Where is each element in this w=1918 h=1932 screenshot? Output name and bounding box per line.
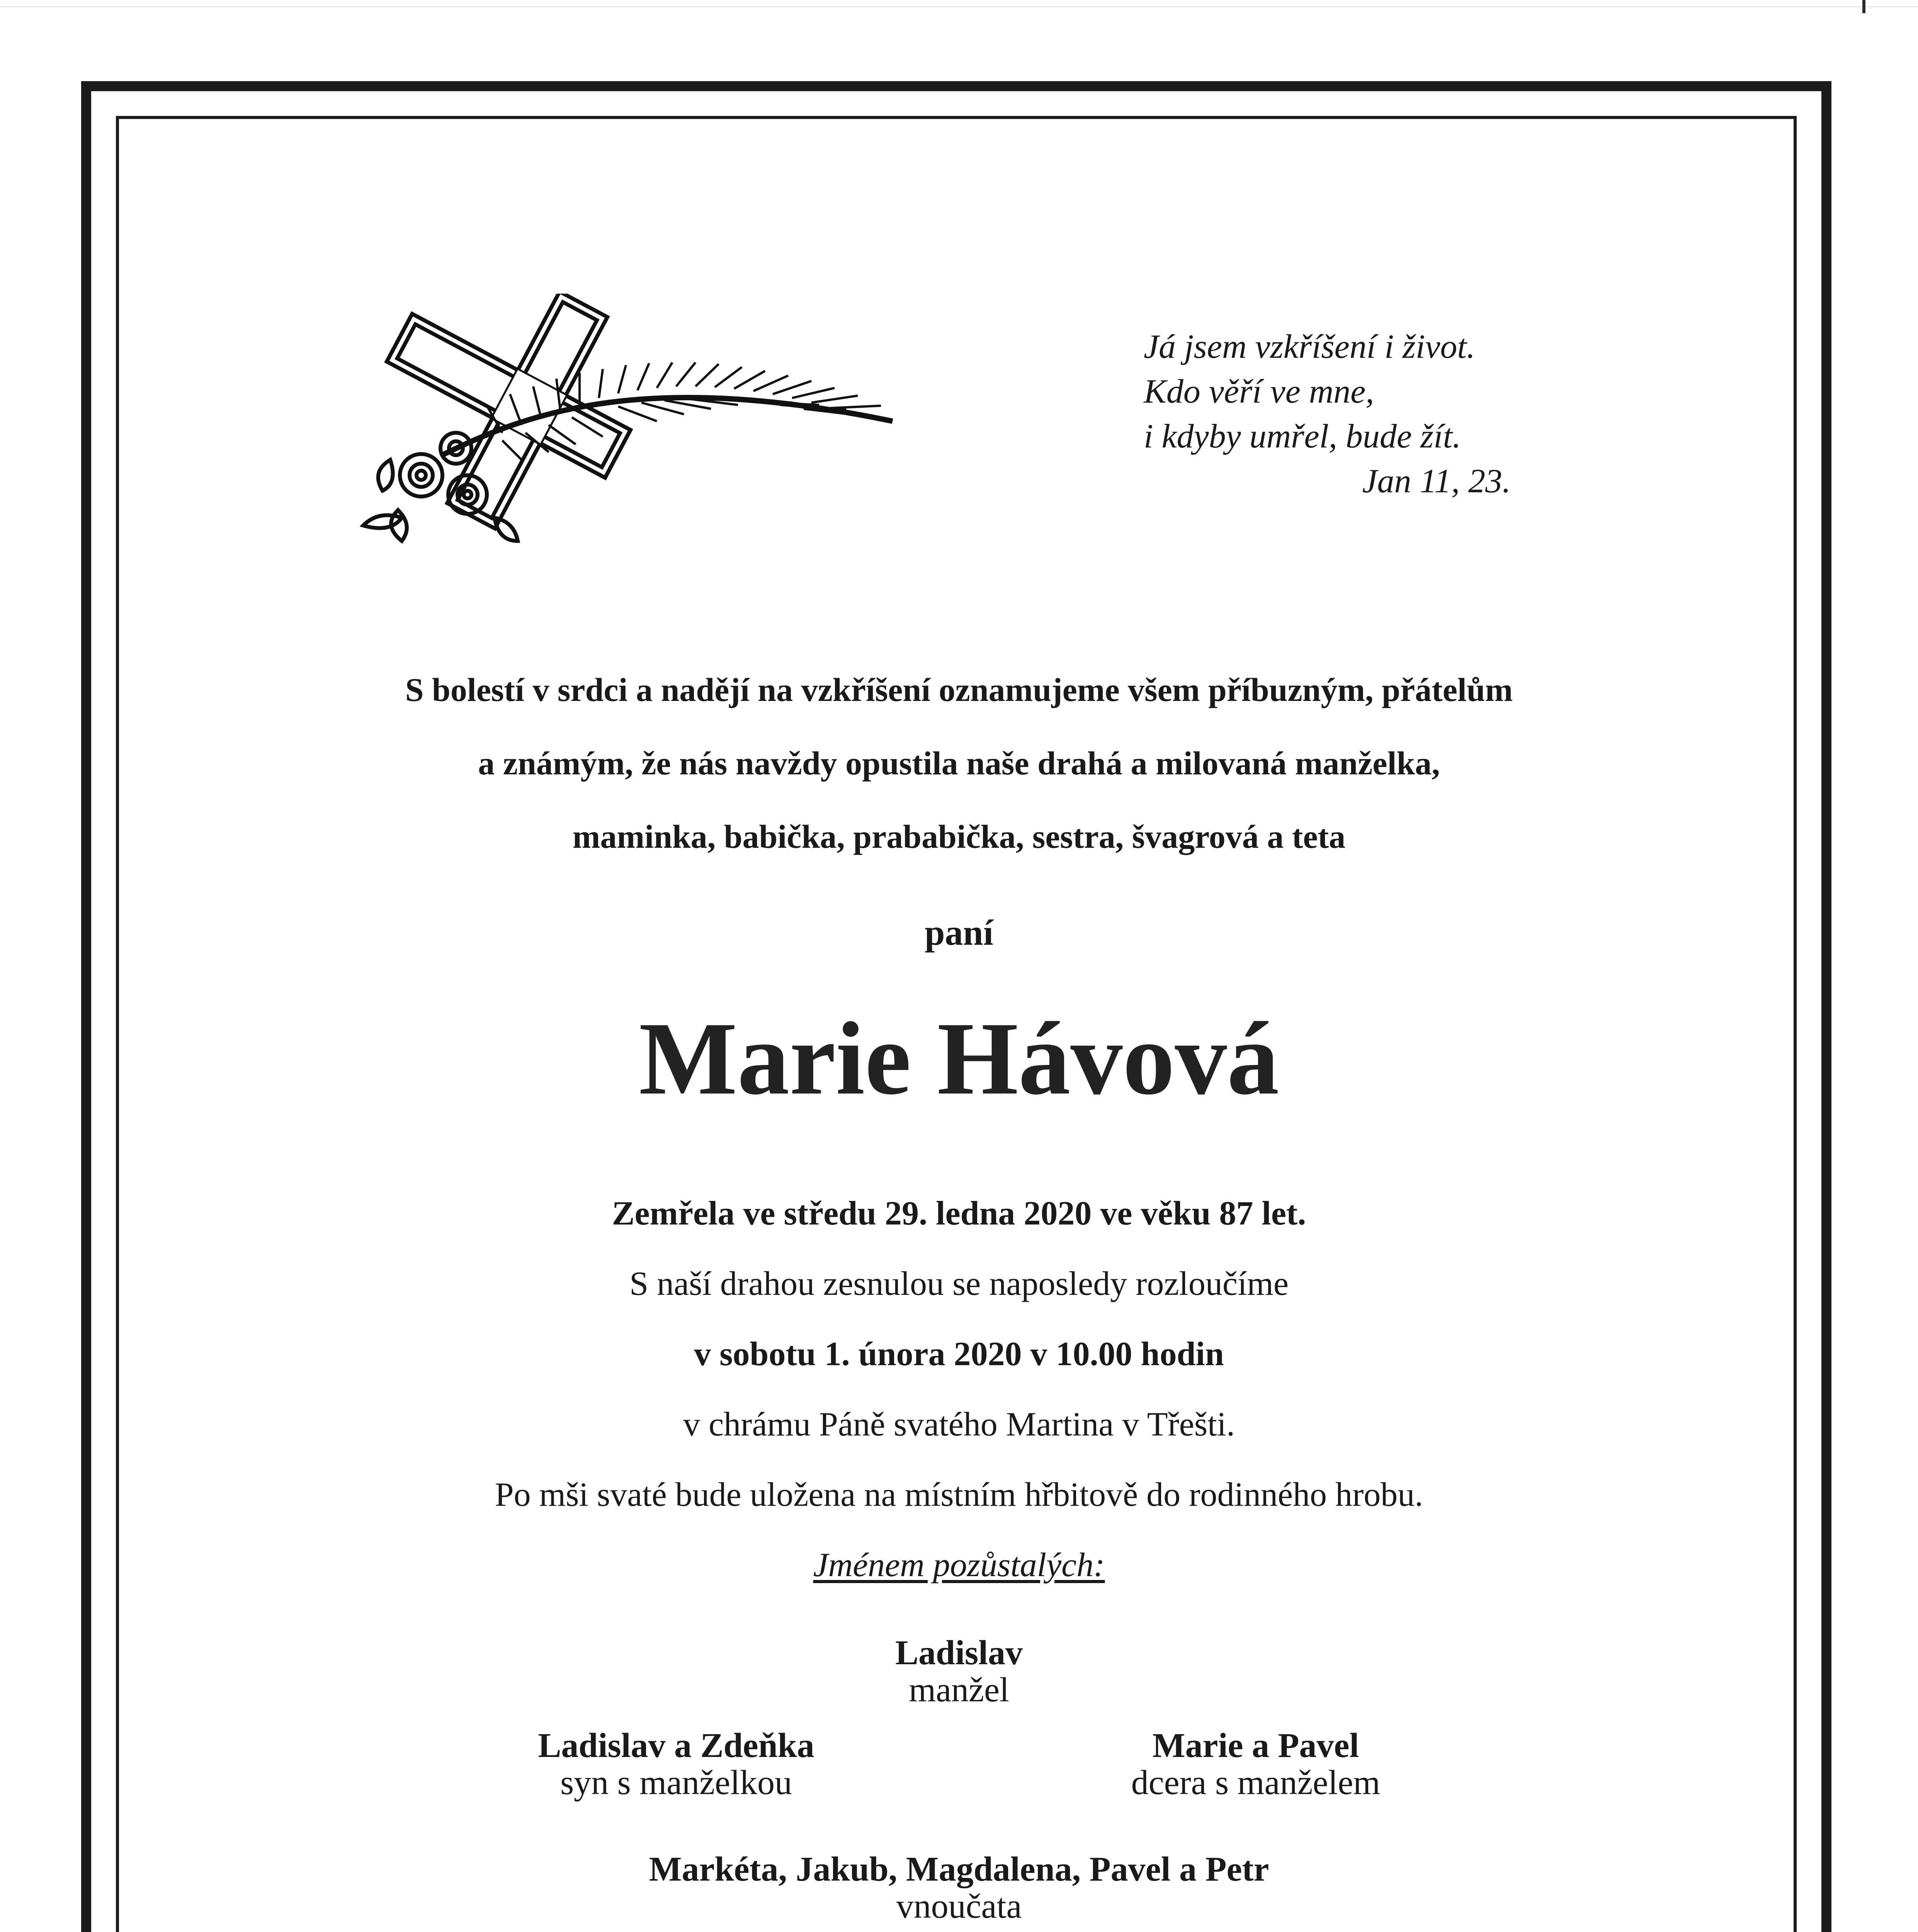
intro-line: maminka, babička, prababička, sestra, švagrová a teta [572, 818, 1346, 855]
mourner-relation: syn s manželkou [560, 1764, 792, 1802]
mourner-name: Marie a Pavel [1152, 1726, 1359, 1765]
intro-line: S bolestí v srdci a nadějí na vzkříšení oznamujeme všem příbuzným, přátelům [405, 671, 1513, 708]
mourner [1024, 1727, 1488, 1801]
announcement-intro [0, 653, 1918, 873]
mourner-relation: vnoučata [896, 1887, 1022, 1925]
ceremony-place: v chrámu Páně svatého Martina v Třešti. [683, 1406, 1235, 1443]
mourner-name: Ladislav [895, 1634, 1023, 1672]
scan-edge-line [0, 6, 1918, 7]
mourner-name: Ladislav a Zdeňka [538, 1726, 814, 1765]
quote-line: Já jsem vzkříšení i život. [1144, 328, 1475, 366]
mourner [0, 1634, 1918, 1709]
mourner-name: Markéta, Jakub, Magdalena, Pavel a Petr [649, 1850, 1269, 1888]
death-date-line: Zemřela ve středu 29. ledna 2020 ve věku 87 let. [612, 1195, 1306, 1232]
honorific: paní [925, 913, 993, 953]
funeral-details [0, 1179, 1918, 1530]
bible-quote [1144, 325, 1546, 504]
mourner-relation: manžel [909, 1671, 1009, 1709]
quote-reference: Jan 11, 23. [1362, 463, 1511, 500]
burial-line: Po mši svaté bude uložena na místním hřbitově do rodinného hrobu. [495, 1476, 1423, 1514]
cross-with-palm-and-roses-icon [340, 294, 904, 549]
deceased-name: Marie Hávová [639, 1001, 1279, 1116]
mourner-relation: dcera s manželem [1131, 1764, 1381, 1802]
quote-line: i kdyby umřel, bude žít. [1144, 418, 1461, 455]
mourner [444, 1727, 908, 1801]
on-behalf-heading: Jménem pozůstalých: [813, 1546, 1105, 1584]
ceremony-datetime: v sobotu 1. února 2020 v 10.00 hodin [694, 1335, 1224, 1373]
mourner [0, 1851, 1918, 1925]
quote-line: Kdo věří ve mne, [1144, 373, 1374, 410]
intro-line: a známým, že nás navždy opustila naše drahá a milovaná manželka, [478, 745, 1440, 782]
farewell-line: S naší drahou zesnulou se naposledy rozloučíme [629, 1265, 1289, 1303]
scan-mark [1862, 0, 1865, 13]
